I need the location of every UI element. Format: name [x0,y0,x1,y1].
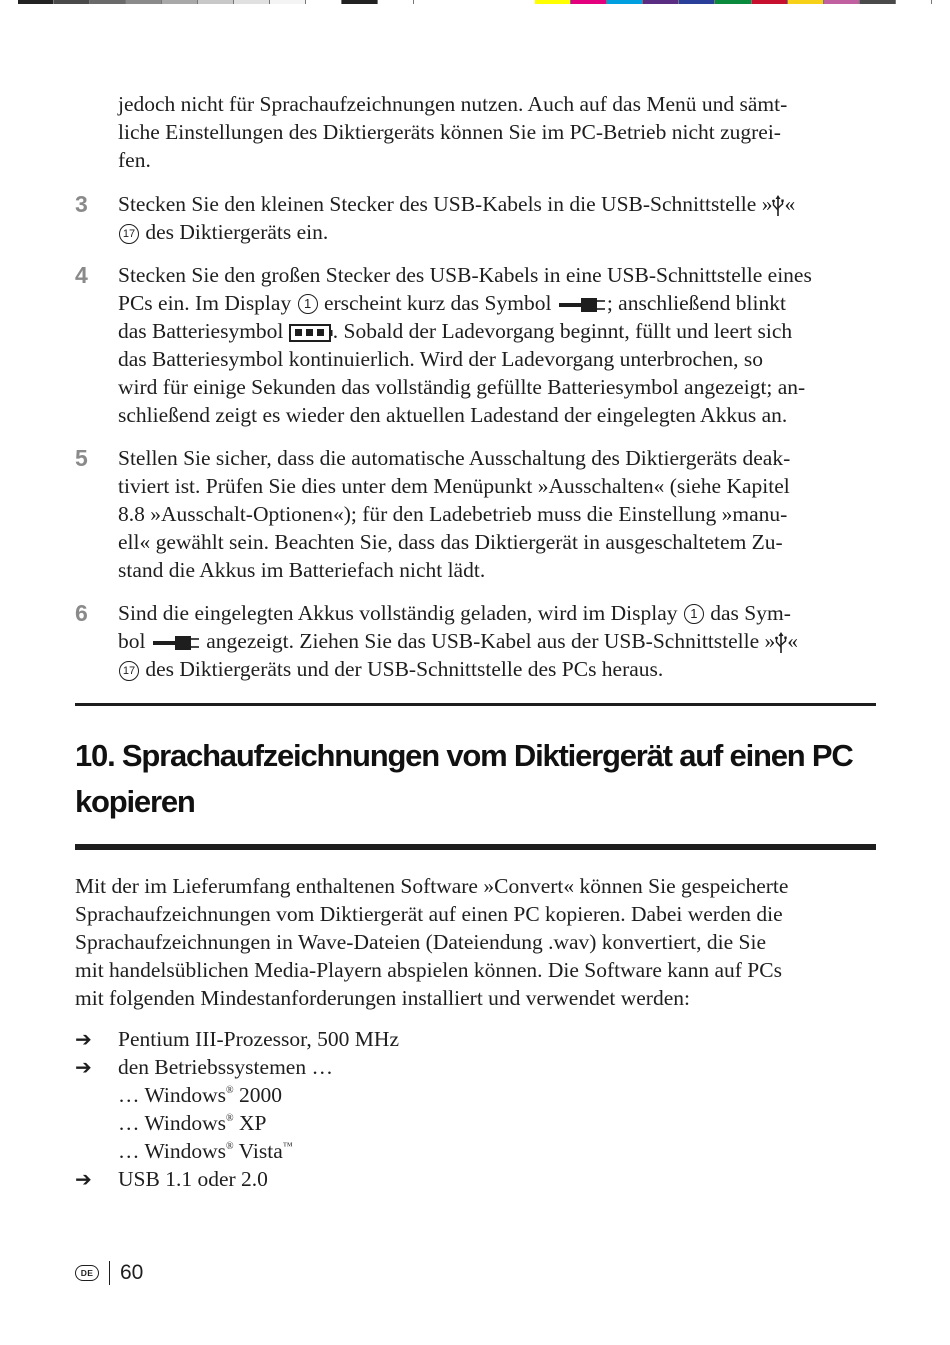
text-line: mit folgenden Mindestanforderungen installiert und verwendet werden: [75,986,690,1010]
circled-17-icon: 17 [119,224,139,244]
power-plug-icon [151,633,201,653]
text-segment: des Diktiergeräts ein. [140,220,329,244]
step-number: 5 [75,445,88,471]
text-segment: das Sym- [704,601,791,625]
text-segment: erscheint kurz das Symbol [318,291,557,315]
section-rule-bottom [75,844,876,850]
page-footer [75,1259,143,1287]
text-line: tiviert ist. Prüfen Sie dies unter dem Menüpunkt »Ausschalten« (siehe Kapitel [118,474,790,498]
text-line: mit handelsüblichen Media-Playern abspielen können. Die Software kann auf PCs [75,958,782,982]
text-line: jedoch nicht für Sprachaufzeichnungen nutzen. Auch auf das Menü und sämt- [118,92,788,116]
circled-1-icon: 1 [684,604,704,624]
text-line [118,627,878,655]
text-segment: « [784,192,796,216]
registration-swatch [679,0,715,4]
text-segment: Sind die eingelegten Akkus vollständig geladen, wird im Display [118,601,683,625]
battery-full-icon [289,323,333,343]
registration-swatch [198,0,234,4]
text-line: Mit der im Lieferumfang enthaltenen Software »Convert« können Sie gespeicherte [75,874,789,898]
registration-swatch [643,0,679,4]
usb-trident-icon [772,195,784,217]
text-line [118,218,878,246]
text-line: liche Einstellungen des Diktiergeräts können Sie im PC-Betrieb nicht zugrei- [118,120,781,144]
registered-mark: ® [226,1141,234,1152]
registration-swatch [715,0,751,4]
os-item [118,1137,293,1165]
registration-swatch [306,0,342,4]
registration-swatch [234,0,270,4]
section-rule-top [75,703,876,706]
text-line [118,190,878,218]
step-4-text [118,261,878,429]
step-number: 3 [75,191,88,217]
heading-line: 10. Sprachaufzeichnungen vom Diktiergerät auf einen PC [75,738,853,773]
page-number: 60 [120,1261,144,1284]
text-line: ell« gewählt sein. Beachten Sie, dass das Diktiergerät in ausgeschaltetem Zu- [118,530,783,554]
step-number: 4 [75,262,88,288]
os-item [118,1109,267,1137]
registration-swatch [270,0,306,4]
text-line: wird für einige Sekunden das vollständig gefüllte Batteriesymbol angezeigt; an- [118,375,806,399]
registration-swatch [90,0,126,4]
text-segment: … Windows [118,1083,227,1107]
text-line: schließend zeigt es wieder den aktuellen Ladestand der eingelegten Akkus an. [118,403,788,427]
footer-divider [109,1261,110,1285]
registration-swatch [860,0,896,4]
text-segment: angezeigt. Ziehen Sie das USB-Kabel aus der USB-Schnittstelle » [200,629,776,653]
usb-trident-icon [775,632,787,654]
continuation-paragraph [118,90,878,174]
text-line [118,655,878,683]
registration-swatch [126,0,162,4]
registration-swatch [788,0,824,4]
text-line: stand die Akkus im Batteriefach nicht lädt. [118,558,486,582]
right-arrow-icon: ➔ [75,1027,92,1051]
registration-swatch [824,0,860,4]
text-line: Sprachaufzeichnungen in Wave-Dateien (Dateiendung .wav) konvertiert, die Sie [75,930,766,954]
registration-swatch [18,0,54,4]
text-line: Stecken Sie den großen Stecker des USB-Kabels in eine USB-Schnittstelle eines [118,263,812,287]
step-5-text [118,444,878,584]
right-arrow-icon: ➔ [75,1055,92,1079]
registration-swatch [535,0,571,4]
registration-swatch [607,0,643,4]
text-line: das Batteriesymbol kontinuierlich. Wird der Ladevorgang unterbrochen, so [118,347,763,371]
text-segment: Vista [233,1139,283,1163]
registration-swatch [342,0,378,4]
list-item: den Betriebssystemen … [118,1055,333,1079]
registration-swatch [54,0,90,4]
text-line [118,599,878,627]
text-line: Stellen Sie sicher, dass die automatische Ausschaltung des Diktiergeräts deak- [118,446,791,470]
list-item: USB 1.1 oder 2.0 [118,1167,268,1191]
section-heading [75,733,876,825]
step-6-text [118,599,878,683]
registered-mark: ® [226,1085,234,1096]
registered-mark: ® [226,1113,234,1124]
circled-17-icon: 17 [119,661,139,681]
registration-swatch [896,0,932,4]
text-segment: bol [118,629,151,653]
text-line: Sprachaufzeichnungen vom Diktiergerät auf einen PC kopieren. Dabei werden die [75,902,783,926]
text-segment: … Windows [118,1139,227,1163]
text-line: fen. [118,148,151,172]
heading-line: kopieren [75,784,195,819]
text-segment: 2000 [233,1083,283,1107]
registration-bar-right [535,0,932,4]
circled-1-icon: 1 [298,294,318,314]
de-language-badge-icon: DE [75,1265,99,1281]
text-line: 8.8 »Ausschalt-Optionen«); für den Ladebetrieb muss die Einstellung »manu- [118,502,788,526]
registration-swatch [378,0,414,4]
step-number: 6 [75,600,88,626]
text-segment: Stecken Sie den kleinen Stecker des USB-Kabels in die USB-Schnittstelle » [118,192,773,216]
text-segment: . Sobald der Ladevorgang beginnt, füllt und leert sich [332,319,793,343]
text-segment: … Windows [118,1111,227,1135]
text-segment: XP [233,1111,267,1135]
trademark-mark: ™ [282,1141,293,1152]
text-segment: PCs ein. Im Display [118,291,297,315]
text-segment: des Diktiergeräts und der USB-Schnittstelle des PCs heraus. [140,657,664,681]
power-plug-icon [557,295,607,315]
text-segment: ; anschließend blinkt [606,291,786,315]
registration-swatch [571,0,607,4]
intro-paragraph [75,872,876,1012]
text-segment: das Batteriesymbol [118,319,289,343]
text-line [118,289,878,317]
right-arrow-icon: ➔ [75,1167,92,1191]
text-line [118,317,878,345]
step-3-text [118,190,878,246]
os-item [118,1081,282,1109]
registration-bar-left [18,0,414,4]
list-item: Pentium III-Prozessor, 500 MHz [118,1027,399,1051]
registration-swatch [162,0,198,4]
registration-swatch [752,0,788,4]
text-segment: « [787,629,799,653]
